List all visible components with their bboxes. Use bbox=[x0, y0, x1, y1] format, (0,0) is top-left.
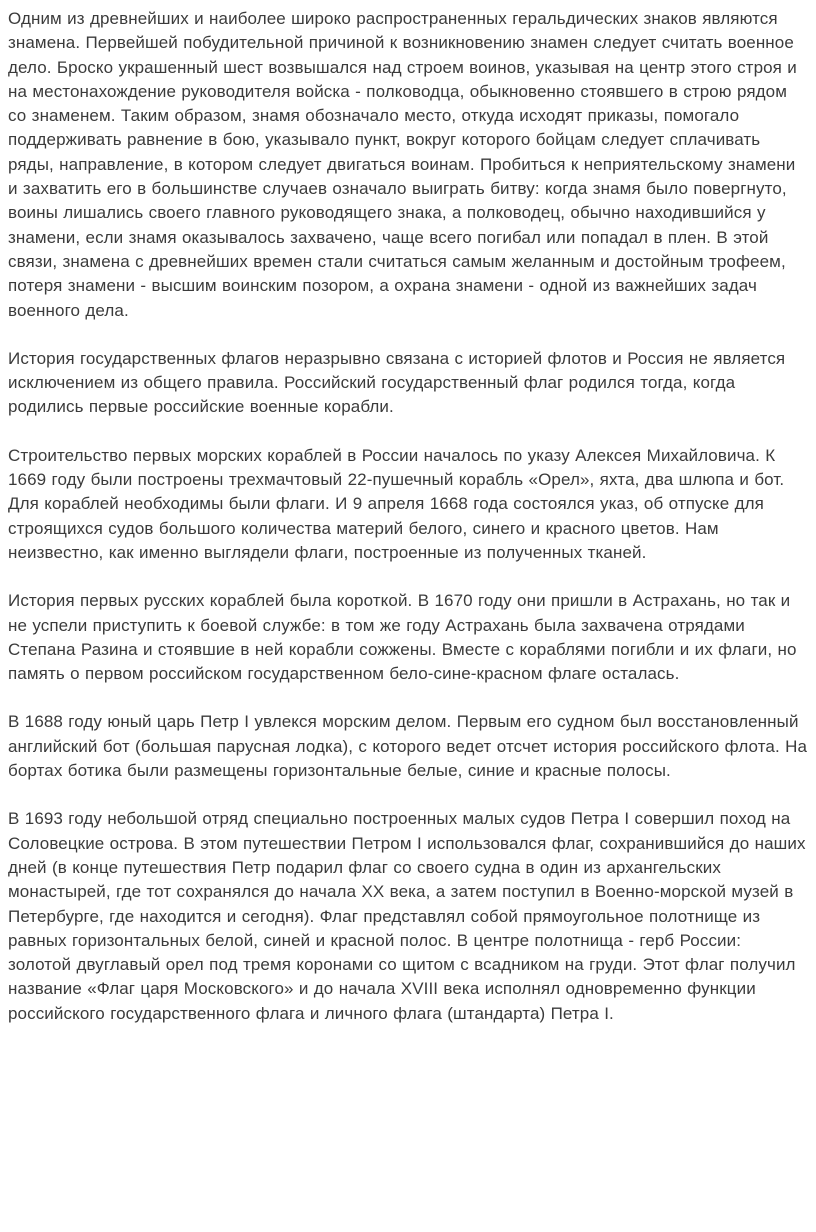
paragraph-peter-boat: В 1688 году юный царь Петр I увлекся морским делом. Первым его судном был восстановленный английский бот (большая парусная лодка), с которого ведет отсчет история российского флота. На бортах ботика были размещены горизонтальные белые, синие и красные полосы. bbox=[8, 712, 808, 781]
paragraph-solovetsky-flag: В 1693 году небольшой отряд специально построенных малых судов Петра I совершил поход на Соловецкие острова. В этом путешествии Петром I использовался флаг, сохранившийся до наших дней (в конце путешествия Петр подарил флаг со своего судна в один из архангельских монастырей, где тот сохранялся до начала XX века, а затем поступил в Военно-морской музей в Петербурге, где находится и сегодня). Флаг представлял собой прямоугольное полотнище из равных горизонтальных белой, синей и красной полос. В центре полотнища - герб России: золотой двуглавый орел под тремя коронами со щитом с всадником на груди. Этот флаг получил название «Флаг царя Московского» и до начала XVIII века исполнял одновременно функции российского государственного флага и личного флага (штандарта) Петра I. bbox=[8, 809, 806, 1023]
paragraph-ships-fate: История первых русских кораблей была короткой. В 1670 году они пришли в Астрахань, но так и не успели приступить к боевой службе: в том же году Астрахань была захвачена отрядами Степана Разина и стоявшие в ней корабли сожжены. Вместе с кораблями погибли и их флаги, но память о первом российском государственном бело-сине-красном флаге осталась. bbox=[8, 591, 797, 684]
paragraph-first-ships: Строительство первых морских кораблей в России началось по указу Алексея Михайловича. К 1669 году были построены трехмачтовый 22-пушечный корабль «Орел», яхта, два шлюпа и бот. Для кораблей необходимы были флаги. И 9 апреля 1668 года состоялся указ, об отпуске для строящихся судов большого количества материй белого, синего и красного цветов. Нам неизвестно, как именно выглядели флаги, построенные из полученных тканей. bbox=[8, 445, 785, 562]
paragraph-state-flags-history: История государственных флагов неразрывно связана с историей флотов и Россия не является исключением из общего правила. Российский государственный флаг родился тогда, когда родились первые российские военные корабли. bbox=[8, 348, 786, 417]
paragraph-flags-origin: Одним из древнейших и наиболее широко распространенных геральдических знаков являются знамена. Первейшей побудительной причиной к возникновению знамен следует считать военное дело. Броско украшенный шест возвышался над строем воинов, указывая на центр этого строя и на местонахождение руководителя войска - полководца, обыкновенно стоявшего в строю рядом со знаменем. Таким образом, знамя обозначало место, откуда исходят приказы, помогало поддерживать равнение в бою, указывало пункт, вокруг которого бойцам следует сплачивать ряды, направление, в котором следует двигаться воинам. Пробиться к неприятельскому знамени и захватить его в большинстве случаев означало выиграть битву: когда знамя было повергнуто, воины лишались своего главного руководящего знака, а полководец, обычно находившийся у знамени, если знамя оказывалось захвачено, чаще всего погибал или попадал в плен. В этой связи, знамена с древнейших времен стали считаться самым желанным и достойным трофеем, потеря знамени - высшим воинским позором, а охрана знамени - одной из важнейших задач военного дела. bbox=[8, 9, 797, 320]
